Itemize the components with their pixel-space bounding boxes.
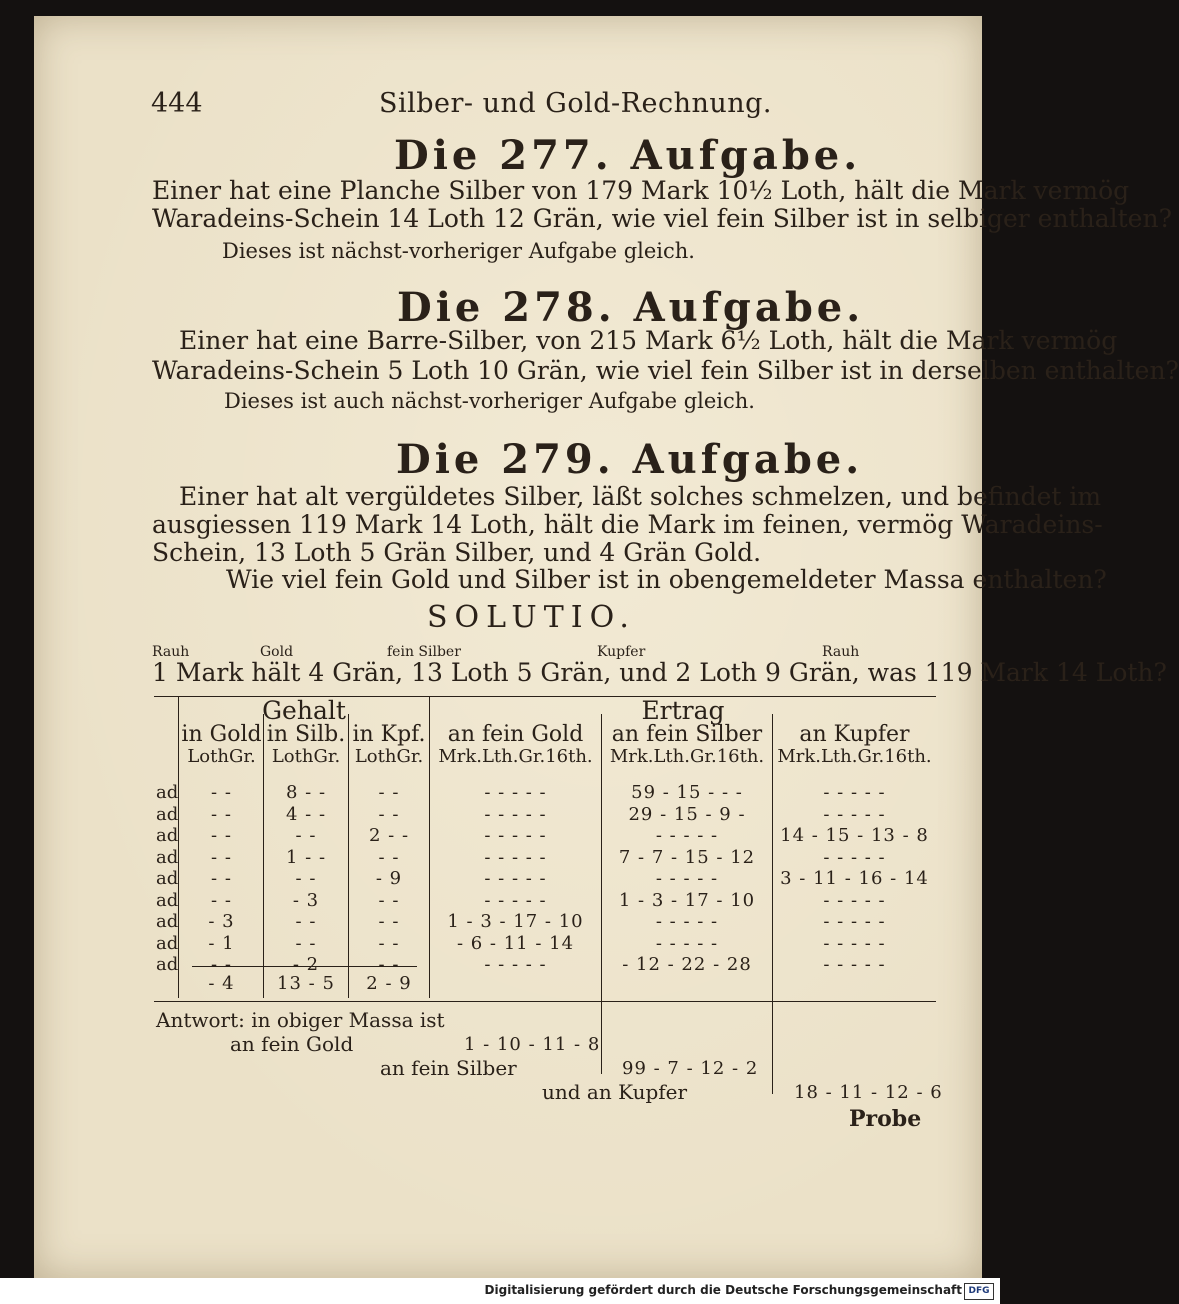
problem-note: Dieses ist nächst-vorheriger Aufgabe gleich. — [222, 239, 695, 263]
table-cell: 1 - 3 - 17 - 10 — [447, 911, 584, 932]
table-cell: 1 - 3 - 17 - 10 — [618, 889, 756, 911]
table-cell: - - - - - — [484, 782, 547, 803]
row-ad-label: ad — [156, 932, 179, 954]
table-cell: - - - - - — [655, 911, 719, 932]
table-cell: 59 - 15 - - - — [631, 782, 743, 803]
row-ad-label: ad — [156, 846, 179, 868]
column-header: an fein Silber — [611, 722, 763, 747]
solutio-title: SOLUTIO. — [427, 600, 636, 635]
table-cell: - - - - - — [484, 803, 547, 825]
running-head: Silber- und Gold-Rechnung. — [379, 88, 773, 119]
table-cell: - - — [378, 911, 400, 932]
column-header: an Kupfer — [799, 722, 910, 747]
label-rauh: Rauh — [152, 644, 190, 660]
problem-heading: Die 278. Aufgabe. — [397, 284, 865, 331]
table-cell: - 2 — [292, 954, 320, 975]
problem-text-line: Einer hat eine Planche Silber von 179 Mark 10½ Loth, hält die Mark vermög — [152, 176, 1130, 205]
table-cell: - - — [211, 825, 232, 846]
table-cell: - - — [378, 954, 400, 975]
table-cell: 7 - 7 - 15 - 12 — [618, 846, 756, 868]
problem-text-line: Schein, 13 Loth 5 Grän Silber, und 4 Grän Gold. — [152, 538, 762, 567]
row-ad-label: ad — [156, 889, 179, 911]
table-cell: - - — [295, 825, 317, 846]
table-cell: 29 - 15 - 9 - — [628, 803, 746, 825]
answer-intro: Antwort: in obiger Massa ist — [156, 1008, 445, 1032]
table-cell: - - - - - — [823, 932, 886, 954]
answer-kupfer-label: und an Kupfer — [542, 1080, 688, 1104]
column-header: an fein Gold — [447, 722, 584, 747]
answer-silber-value: 99 - 7 - 12 - 2 — [622, 1058, 759, 1079]
label-gold: Gold — [260, 644, 294, 660]
group-header-ertrag: Ertrag — [641, 696, 725, 725]
table-cell: - - - - - — [823, 803, 886, 825]
problem-text-line: Einer hat alt vergüldetes Silber, läßt solches schmelzen, und befindet im — [179, 482, 1102, 511]
table-cell: - - — [378, 803, 400, 825]
book-page — [34, 16, 1179, 1278]
table-cell: - - — [211, 846, 232, 868]
footer-credit: Digitalisierung gefördert durch die Deutsche Forschungsgemeinschaft — [484, 1283, 962, 1297]
total-gold: - 4 — [208, 973, 235, 994]
table-cell: - - - - - — [484, 846, 547, 868]
table-cell: - - - - - — [484, 868, 547, 889]
total-silber: 13 - 5 — [277, 973, 335, 994]
table-cell: 8 - - — [285, 782, 327, 803]
problem-text-line: Waradeins-Schein 5 Loth 10 Grän, wie viel fein Silber ist in derselben enthalten? — [152, 356, 1179, 385]
table-cell: - - - - - — [484, 889, 547, 911]
table-cell: - 3 — [292, 889, 320, 911]
row-ad-label: ad — [156, 825, 179, 846]
dfg-logo: DFG — [964, 1283, 994, 1300]
problem-heading: Die 277. Aufgabe. — [394, 132, 862, 179]
table-cell: - - - - - — [484, 954, 547, 975]
table-cell: - - — [295, 932, 317, 954]
solutio-equation: 1 Mark hält 4 Grän, 13 Loth 5 Grän, und 2 Loth 9 Grän, was 119 Mark 14 Loth? — [152, 658, 1167, 687]
column-subheader: LothGr. — [187, 746, 256, 767]
table-cell: - 3 — [208, 911, 235, 932]
label-kupfer: Kupfer — [597, 644, 646, 660]
table-cell: - 12 - 22 - 28 — [622, 954, 752, 975]
table-cell: - - — [378, 782, 400, 803]
table-cell: - - — [211, 803, 232, 825]
label-fein-silber: fein Silber — [387, 644, 461, 660]
table-cell: - 9 — [375, 868, 403, 889]
table-cell: - 6 - 11 - 14 — [456, 932, 575, 954]
table-cell: - - — [211, 954, 232, 975]
row-ad-label: ad — [156, 782, 179, 803]
column-header: in Kpf. — [352, 722, 426, 747]
table-cell: - - — [378, 889, 400, 911]
table-cell: 14 - 15 - 13 - 8 — [780, 825, 929, 846]
table-cell: - - — [295, 868, 317, 889]
table-cell: - - - - - — [823, 846, 886, 868]
problem-text-line: Einer hat eine Barre-Silber, von 215 Mark 6½ Loth, hält die Mark vermög — [179, 326, 1118, 355]
table-cell: - 1 — [208, 932, 235, 954]
row-ad-label: ad — [156, 911, 179, 932]
column-subheader: Mrk.Lth.Gr.16th. — [438, 746, 593, 767]
total-kupfer: 2 - 9 — [366, 973, 412, 994]
row-ad-label: ad — [156, 868, 179, 889]
table-cell: - - — [211, 889, 232, 911]
table-cell: - - - - - — [655, 825, 719, 846]
table-cell: - - — [211, 868, 232, 889]
page-number: 444 — [151, 88, 203, 119]
row-ad-label: ad — [156, 954, 179, 975]
answer-gold-label: an fein Gold — [230, 1032, 354, 1056]
column-subheader: Mrk.Lth.Gr.16th. — [609, 746, 765, 767]
table-cell: - - — [211, 782, 232, 803]
column-header: in Silb. — [266, 722, 346, 747]
table-cell: - - - - - — [484, 825, 547, 846]
table-cell: - - - - - — [655, 868, 719, 889]
column-subheader: Mrk.Lth.Gr.16th. — [777, 746, 932, 767]
table-cell: 2 - - — [368, 825, 410, 846]
group-header-gehalt: Gehalt — [262, 696, 346, 725]
row-ad-label: ad — [156, 803, 179, 825]
column-subheader: LothGr. — [271, 746, 341, 767]
table-cell: 4 - - — [285, 803, 327, 825]
problem-text-line: ausgiessen 119 Mark 14 Loth, hält die Mark im feinen, vermög Waradeins- — [152, 510, 1103, 539]
table-cell: - - - - - — [823, 889, 886, 911]
table-cell: 3 - 11 - 16 - 14 — [780, 868, 929, 889]
problem-heading: Die 279. Aufgabe. — [396, 436, 864, 483]
table-cell: - - — [378, 846, 400, 868]
problem-note: Dieses ist auch nächst-vorheriger Aufgabe gleich. — [224, 389, 755, 413]
label-rauh: Rauh — [822, 644, 860, 660]
column-header: in Gold — [181, 722, 262, 747]
answer-kupfer-value: 18 - 11 - 12 - 6 — [794, 1082, 943, 1103]
digitization-footer — [0, 1278, 1000, 1304]
answer-silber-label: an fein Silber — [380, 1056, 517, 1080]
column-subheader: LothGr. — [354, 746, 424, 767]
answer-gold-value: 1 - 10 - 11 - 8 — [464, 1034, 601, 1055]
problem-question: Wie viel fein Gold und Silber ist in obengemeldeter Massa enthalten? — [226, 565, 1107, 594]
probe-catchword: Probe — [849, 1106, 922, 1132]
table-cell: 1 - - — [285, 846, 327, 868]
table-bottom-rule — [154, 1001, 936, 1002]
table-cell: - - - - - — [823, 782, 886, 803]
table-cell: - - - - - — [655, 932, 719, 954]
table-cell: - - - - - — [823, 911, 886, 932]
problem-text-line: Waradeins-Schein 14 Loth 12 Grän, wie viel fein Silber ist in selbiger enthalten? — [152, 204, 1172, 233]
table-cell: - - - - - — [823, 954, 886, 975]
table-cell: - - — [295, 911, 317, 932]
table-cell: - - — [378, 932, 400, 954]
